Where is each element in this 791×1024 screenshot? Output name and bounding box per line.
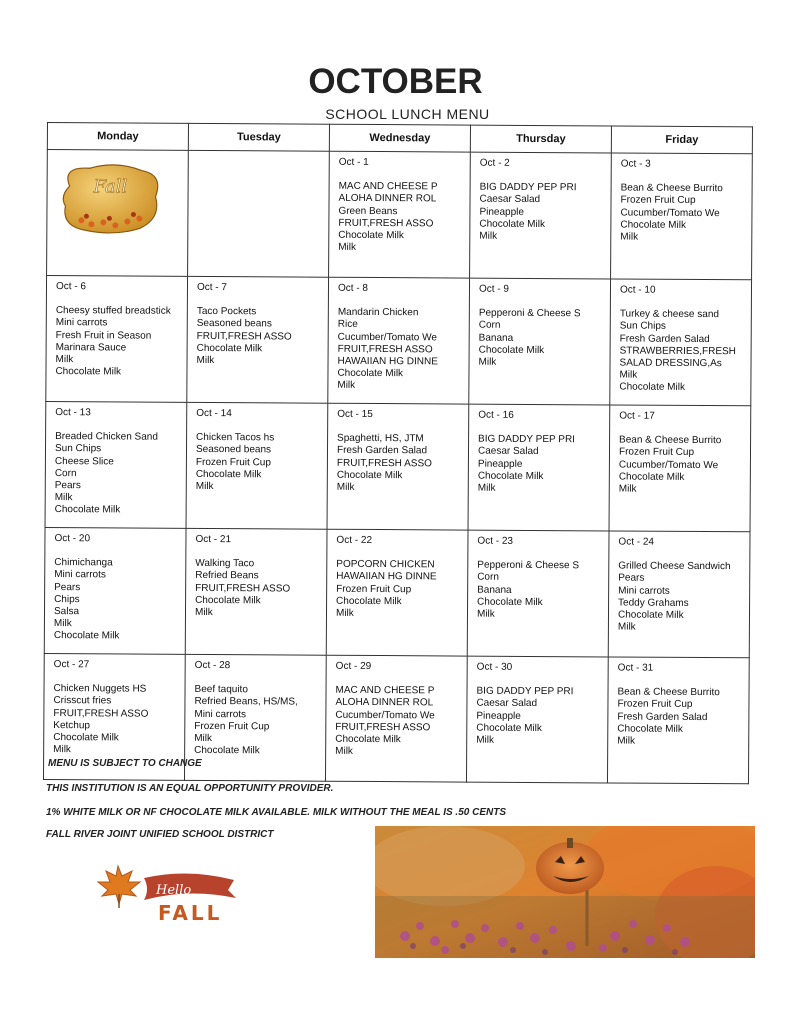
menu-item: Milk: [194, 606, 213, 619]
menu-item: Chimichanga: [54, 557, 113, 569]
menu-calendar: [43, 122, 753, 784]
menu-item: Milk: [53, 744, 71, 756]
week-row: [46, 276, 752, 406]
menu-item: Milk: [335, 607, 354, 619]
menu-note: FALL RIVER JOINT UNIFIED SCHOOL DISTRICT: [46, 829, 274, 840]
day-cell: [609, 405, 751, 532]
menu-item: Corn: [478, 320, 501, 332]
day-cell: [187, 276, 329, 403]
day-cell: [327, 403, 469, 530]
day-date: Oct - 13: [55, 407, 91, 419]
weekday-header: Monday: [47, 123, 188, 151]
menu-item: FRUIT,FRESH ASSO: [53, 707, 149, 720]
menu-item: Milk: [335, 745, 353, 758]
menu-item: Green Beans: [338, 205, 398, 217]
menu-item: Chocolate Milk: [195, 594, 261, 607]
menu-item: Rice: [337, 319, 358, 331]
menu-item: Chocolate Milk: [617, 723, 683, 735]
menu-item: Fresh Garden Salad: [336, 445, 428, 457]
menu-item: Refried Beans, HS/MS,: [194, 696, 298, 708]
menu-item: STRAWBERRIES,FRESH: [619, 345, 736, 358]
menu-item: FRUIT,FRESH ASSO: [338, 217, 434, 230]
menu-item: Milk: [619, 369, 638, 381]
menu-item: Cucumber/Tomato We: [620, 207, 720, 219]
menu-item: Chocolate Milk: [478, 344, 545, 356]
menu-item: Chocolate Milk: [196, 342, 263, 355]
menu-item: Cucumber/Tomato We: [337, 331, 438, 343]
menu-item: Chocolate Milk: [337, 367, 404, 380]
day-date: Oct - 21: [195, 533, 232, 546]
menu-item: Cucumber/Tomato We: [618, 459, 719, 471]
menu-item: Pears: [618, 572, 645, 585]
menu-item: Turkey & cheese sand: [619, 308, 720, 321]
menu-item: Chocolate Milk: [477, 470, 544, 482]
menu-note: THIS INSTITUTION IS AN EQUAL OPPORTUNITY PROVIDER.: [46, 783, 334, 794]
menu-item: Chocolate Milk: [477, 596, 543, 608]
day-date: Oct - 27: [53, 659, 90, 671]
menu-item: Spaghetti, HS, JTM: [337, 432, 424, 445]
day-cell: [329, 151, 471, 278]
fall-word-text: FALL: [158, 901, 223, 924]
menu-item: Milk: [337, 380, 356, 392]
menu-item: Frozen Fruit Cup: [194, 720, 270, 733]
menu-item: Chocolate Milk: [54, 504, 121, 516]
menu-item: Chocolate Milk: [55, 366, 122, 378]
menu-item: Seasoned beans: [196, 318, 272, 330]
menu-item: Milk: [620, 231, 639, 243]
menu-item: Chicken Tacos hs: [196, 432, 275, 444]
menu-item: Salsa: [53, 606, 80, 618]
week-row: [44, 527, 750, 657]
menu-item: Bean & Cheese Burrito: [619, 434, 722, 447]
fall-leaf-badge: [55, 156, 165, 239]
fall-badge-text: Fall: [93, 176, 128, 198]
menu-item: Frozen Fruit Cup: [617, 698, 693, 711]
menu-item: Chocolate Milk: [194, 745, 260, 757]
day-date: Oct - 24: [618, 536, 655, 548]
day-cell: [611, 153, 753, 280]
hello-script-text: Hello: [156, 883, 192, 898]
menu-item: Pineapple: [477, 458, 523, 470]
day-cell: [45, 401, 187, 528]
menu-item: Chocolate Milk: [618, 471, 685, 483]
menu-item: Milk: [194, 732, 213, 745]
page-title: OCTOBER: [308, 62, 483, 101]
menu-item: SALAD DRESSING,As: [619, 357, 722, 370]
menu-item: Chocolate Milk: [479, 218, 546, 230]
menu-weeks: [43, 150, 752, 784]
menu-item: Milk: [54, 492, 73, 504]
menu-item: Corn: [54, 467, 77, 479]
weekday-header-row: [47, 123, 752, 154]
menu-item: Pineapple: [479, 206, 524, 218]
menu-item: Refried Beans: [195, 570, 259, 582]
menu-item: Breaded Chicken Sand: [55, 431, 158, 443]
menu-item: Frozen Fruit Cup: [336, 583, 412, 595]
menu-item: Milk: [476, 734, 495, 746]
menu-item: Chocolate Milk: [338, 229, 404, 242]
day-date: Oct - 7: [196, 281, 228, 294]
day-date: Oct - 16: [478, 409, 514, 421]
menu-item: FRUIT,FRESH ASSO: [196, 330, 292, 343]
menu-item: Chocolate Milk: [53, 732, 119, 744]
menu-item: Chocolate Milk: [476, 722, 542, 734]
day-cell: [184, 654, 326, 781]
menu-item: Fresh Garden Salad: [619, 333, 710, 345]
menu-item: Crisscut fries: [53, 695, 112, 707]
menu-item: Caesar Salad: [477, 446, 539, 458]
day-date: Oct - 31: [617, 662, 654, 674]
day-date: Oct - 2: [479, 157, 510, 169]
menu-item: Bean & Cheese Burrito: [620, 182, 723, 195]
empty-day-cell: [47, 150, 189, 277]
menu-item: Sun Chips: [619, 320, 666, 333]
day-cell: [186, 402, 328, 529]
day-date: Oct - 14: [196, 407, 232, 420]
menu-item: HAWAIIAN HG DINNE: [337, 355, 438, 368]
menu-item: FRUIT,FRESH ASSO: [336, 457, 432, 469]
menu-item: Bean & Cheese Burrito: [617, 686, 720, 699]
menu-item: Teddy Grahams: [618, 597, 689, 609]
day-date: Oct - 1: [338, 156, 369, 168]
day-date: Oct - 29: [335, 660, 372, 672]
day-cell: [607, 657, 749, 784]
day-cell: [469, 278, 611, 405]
menu-item: Pears: [54, 480, 81, 492]
menu-item: POPCORN CHICKEN: [336, 558, 435, 571]
week-row: [45, 401, 751, 531]
weekday-header: Wednesday: [329, 124, 470, 152]
day-date: Oct - 6: [55, 281, 87, 293]
day-cell: [326, 529, 468, 656]
day-date: Oct - 28: [194, 659, 231, 672]
day-date: Oct - 30: [476, 661, 513, 673]
day-date: Oct - 8: [337, 282, 369, 294]
menu-item: Banana: [478, 332, 514, 344]
menu-item: Seasoned beans: [195, 444, 272, 456]
menu-item: Cheesy stuffed breadstick: [55, 305, 171, 317]
week-row: [47, 150, 753, 280]
menu-item: Milk: [196, 354, 215, 367]
menu-item: Milk: [477, 482, 496, 494]
menu-item: Milk: [476, 608, 495, 620]
menu-item: Mini carrots: [54, 569, 106, 581]
menu-item: Milk: [336, 481, 355, 493]
menu-item: FRUIT,FRESH ASSO: [337, 343, 433, 356]
day-date: Oct - 3: [620, 158, 651, 170]
menu-item: BIG DADDY PEP PRI: [478, 433, 575, 446]
menu-item: FRUIT,FRESH ASSO: [195, 582, 291, 595]
empty-day-cell: [188, 150, 330, 277]
day-date: Oct - 10: [619, 284, 656, 296]
menu-item: Milk: [338, 242, 357, 254]
day-date: Oct - 20: [54, 533, 91, 545]
menu-item: HAWAIIAN HG DINNE: [336, 571, 437, 583]
day-date: Oct - 17: [619, 410, 655, 422]
menu-item: Cucumber/Tomato We: [335, 709, 435, 721]
menu-item: Mini carrots: [194, 708, 247, 720]
day-cell: [44, 527, 186, 654]
menu-item: Milk: [55, 354, 74, 366]
menu-item: BIG DADDY PEP PRI: [479, 181, 577, 194]
menu-item: ALOHA DINNER ROL: [335, 697, 434, 709]
menu-item: Pineapple: [476, 710, 521, 722]
menu-item: Pepperoni & Cheese S: [477, 559, 580, 572]
menu-item: Walking Taco: [195, 558, 255, 570]
menu-item: Frozen Fruit Cup: [620, 194, 696, 207]
menu-item: Milk: [617, 621, 636, 633]
weekday-header: Thursday: [470, 125, 611, 153]
menu-item: Caesar Salad: [479, 194, 541, 206]
menu-item: Chocolate Milk: [53, 630, 120, 642]
day-date: Oct - 9: [478, 283, 510, 295]
menu-item: Marinara Sauce: [55, 341, 127, 354]
menu-item: Milk: [618, 483, 637, 495]
menu-item: Frozen Fruit Cup: [618, 446, 695, 459]
menu-item: Chocolate Milk: [620, 219, 687, 231]
weekday-header: Friday: [611, 126, 752, 154]
menu-item: Fresh Fruit in Season: [55, 329, 152, 342]
menu-item: Taco Pockets: [196, 306, 257, 318]
day-cell: [46, 276, 188, 403]
menu-item: Chicken Nuggets HS: [53, 683, 147, 695]
day-date: Oct - 15: [337, 408, 373, 420]
menu-item: Caesar Salad: [476, 698, 538, 710]
menu-item: Milk: [478, 356, 497, 368]
menu-item: Milk: [479, 230, 498, 242]
day-date: Oct - 22: [336, 534, 373, 546]
day-cell: [610, 279, 752, 406]
menu-item: Chocolate Milk: [617, 609, 684, 621]
menu-item: Ketchup: [53, 719, 91, 732]
menu-item: Milk: [53, 618, 72, 630]
day-cell: [467, 530, 609, 657]
day-cell: [470, 152, 612, 279]
day-cell: [466, 656, 608, 783]
menu-item: Grilled Cheese Sandwich: [618, 560, 731, 573]
pumpkin-photo: [375, 826, 755, 958]
menu-item: Corn: [477, 572, 499, 584]
menu-item: Milk: [195, 480, 214, 493]
day-cell: [468, 404, 610, 531]
menu-item: Chocolate Milk: [195, 468, 262, 481]
menu-item: Banana: [477, 584, 512, 596]
menu-item: Chocolate Milk: [619, 381, 686, 394]
menu-item: Chocolate Milk: [335, 733, 401, 746]
day-cell: [328, 277, 470, 404]
menu-note: 1% WHITE MILK OR NF CHOCOLATE MILK AVAILABLE. MILK WITHOUT THE MEAL IS .50 CENTS: [46, 807, 506, 818]
weekday-header: Tuesday: [188, 123, 329, 151]
maple-leaf-icon: [98, 866, 140, 908]
menu-item: Milk: [617, 735, 636, 747]
menu-item: Cheese Slice: [54, 455, 114, 468]
menu-item: Frozen Fruit Cup: [195, 456, 271, 468]
menu-item: FRUIT,FRESH ASSO: [335, 721, 431, 734]
menu-item: ALOHA DINNER ROL: [338, 193, 437, 205]
menu-item: MAC AND CHEESE P: [335, 684, 435, 697]
hello-fall-logo: [88, 858, 268, 924]
day-date: Oct - 23: [477, 535, 514, 547]
menu-item: Beef taquito: [194, 684, 248, 696]
menu-item: Mini carrots: [55, 317, 108, 329]
menu-item: Mandarin Chicken: [337, 306, 419, 319]
menu-item: Sun Chips: [54, 443, 102, 455]
menu-item: Chocolate Milk: [336, 595, 402, 607]
menu-note: MENU IS SUBJECT TO CHANGE: [48, 758, 202, 769]
menu-item: BIG DADDY PEP PRI: [476, 685, 574, 698]
day-cell: [608, 531, 750, 658]
menu-item: Chocolate Milk: [336, 469, 403, 481]
day-cell: [185, 528, 327, 655]
day-cell: [325, 655, 467, 782]
menu-item: Chips: [54, 593, 80, 606]
menu-item: Fresh Garden Salad: [617, 711, 708, 723]
menu-item: MAC AND CHEESE P: [338, 180, 438, 193]
menu-item: Pears: [54, 581, 81, 593]
menu-item: Mini carrots: [618, 585, 670, 597]
page-subtitle: SCHOOL LUNCH MENU: [325, 106, 490, 122]
menu-item: Pepperoni & Cheese S: [478, 307, 581, 320]
